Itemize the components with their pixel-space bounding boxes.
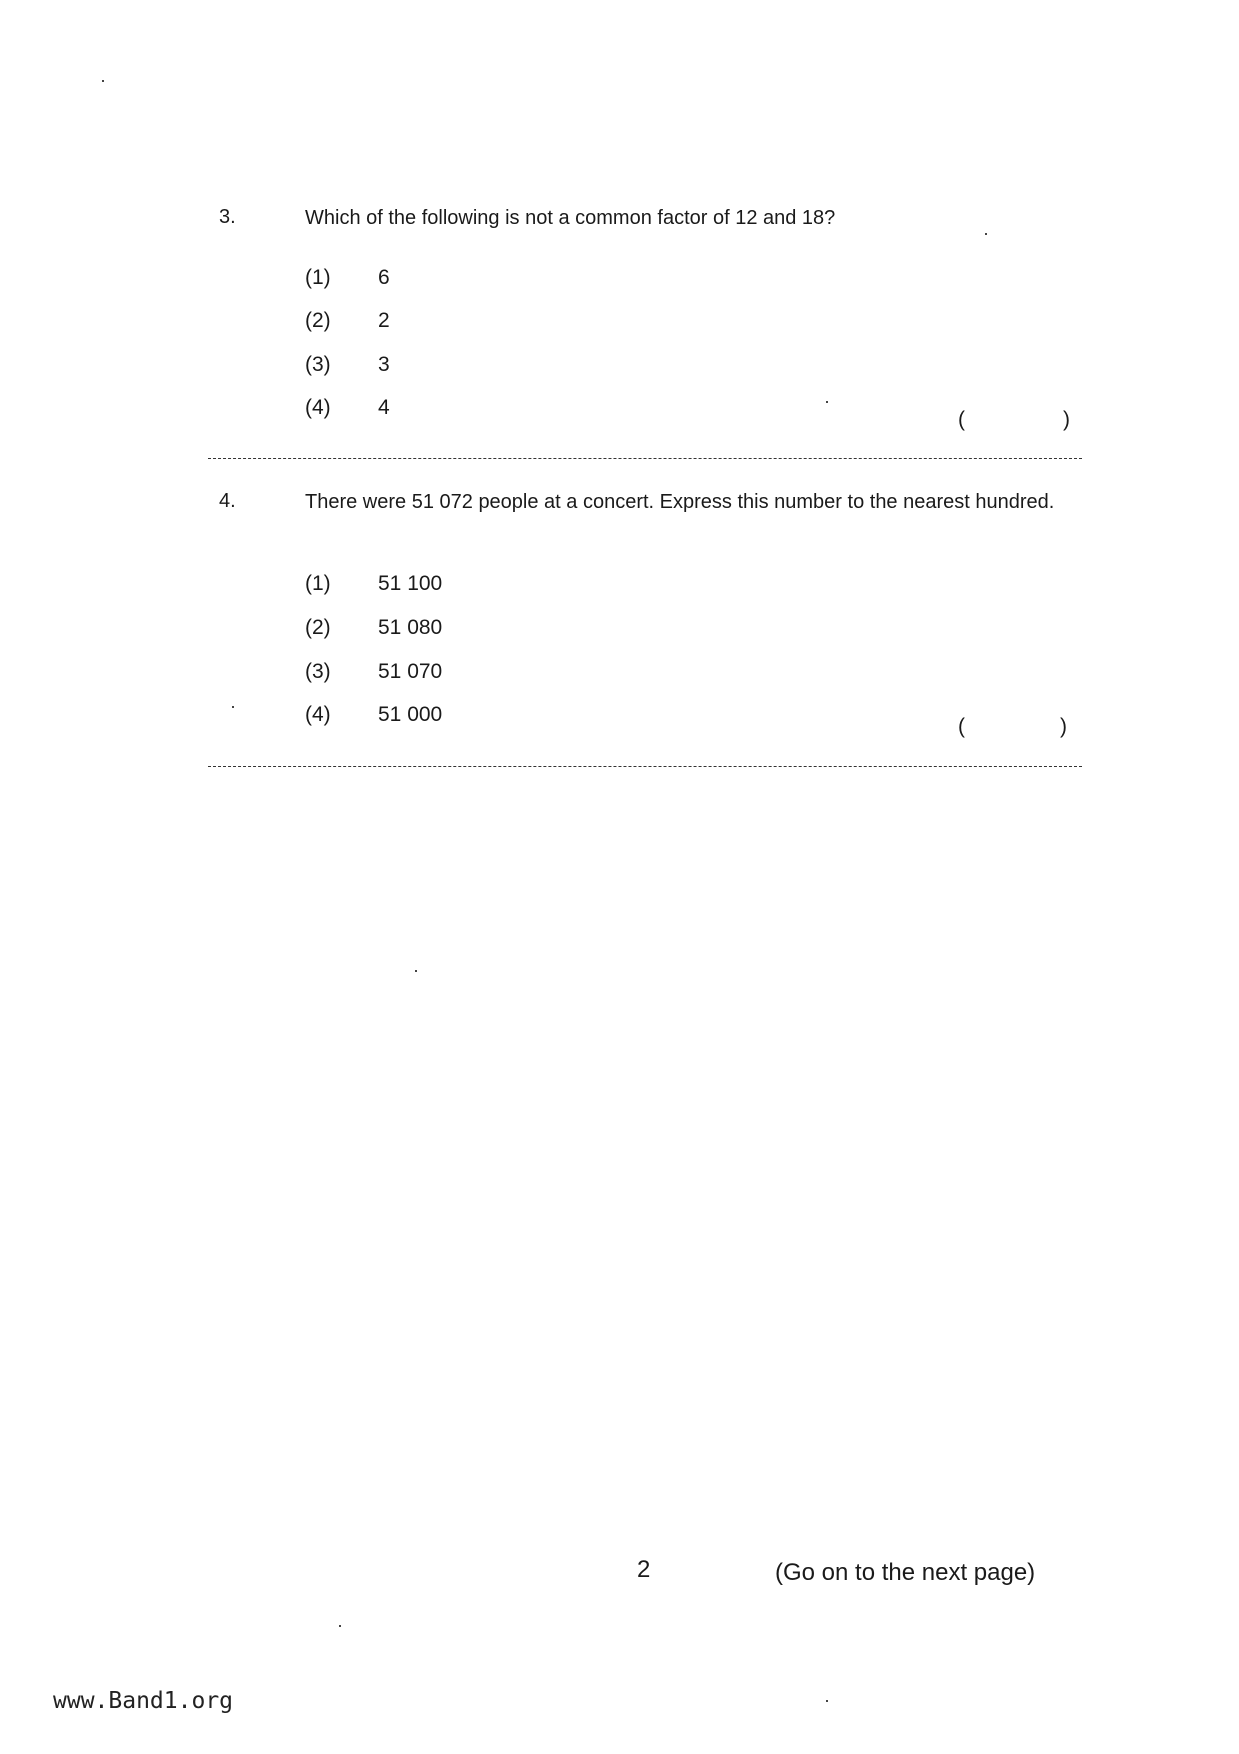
question-3-option-4-label: (4): [305, 396, 331, 419]
question-3-answer-close[interactable]: ): [1063, 408, 1070, 431]
question-3-option-3-value: 3: [378, 353, 390, 376]
question-4-option-4-value: 51 000: [378, 703, 443, 726]
question-3-option-1-value: 6: [378, 266, 390, 289]
question-3-answer-open[interactable]: (: [958, 408, 965, 431]
continue-note: (Go on to the next page): [775, 1559, 1036, 1586]
question-4-option-4-label: (4): [305, 703, 331, 726]
question-3-option-2-label: (2): [305, 309, 331, 332]
scan-speck: [985, 233, 987, 235]
question-divider: [208, 766, 1082, 767]
question-3-option-3-label: (3): [305, 353, 331, 376]
question-4-number: 4.: [219, 490, 236, 512]
question-4-option-1-label: (1): [305, 572, 331, 595]
scan-speck: [232, 706, 234, 708]
question-4-answer-close[interactable]: ): [1060, 715, 1067, 738]
question-4-option-3-label: (3): [305, 660, 331, 683]
watermark: www.Band1.org: [53, 1688, 234, 1714]
question-4-option-2-label: (2): [305, 616, 331, 639]
question-3-option-1-label: (1): [305, 266, 331, 289]
scan-speck: [102, 80, 104, 82]
question-4-option-1-value: 51 100: [378, 572, 443, 595]
question-3-number: 3.: [219, 206, 236, 228]
question-3-option-4-value: 4: [378, 396, 390, 419]
question-4-text: There were 51 072 people at a concert. Express this number to the nearest hundred.: [305, 491, 1055, 513]
scan-speck: [339, 1625, 341, 1627]
question-3-option-2-value: 2: [378, 309, 390, 332]
question-3-text: Which of the following is not a common factor of 12 and 18?: [305, 207, 836, 229]
question-4-option-3-value: 51 070: [378, 660, 443, 683]
scan-speck: [826, 401, 828, 403]
question-4-option-2-value: 51 080: [378, 616, 443, 639]
page-number: 2: [637, 1556, 651, 1583]
scan-speck: [826, 1700, 828, 1702]
question-divider: [208, 458, 1082, 459]
scan-speck: [415, 970, 417, 972]
question-4-answer-open[interactable]: (: [958, 715, 965, 738]
